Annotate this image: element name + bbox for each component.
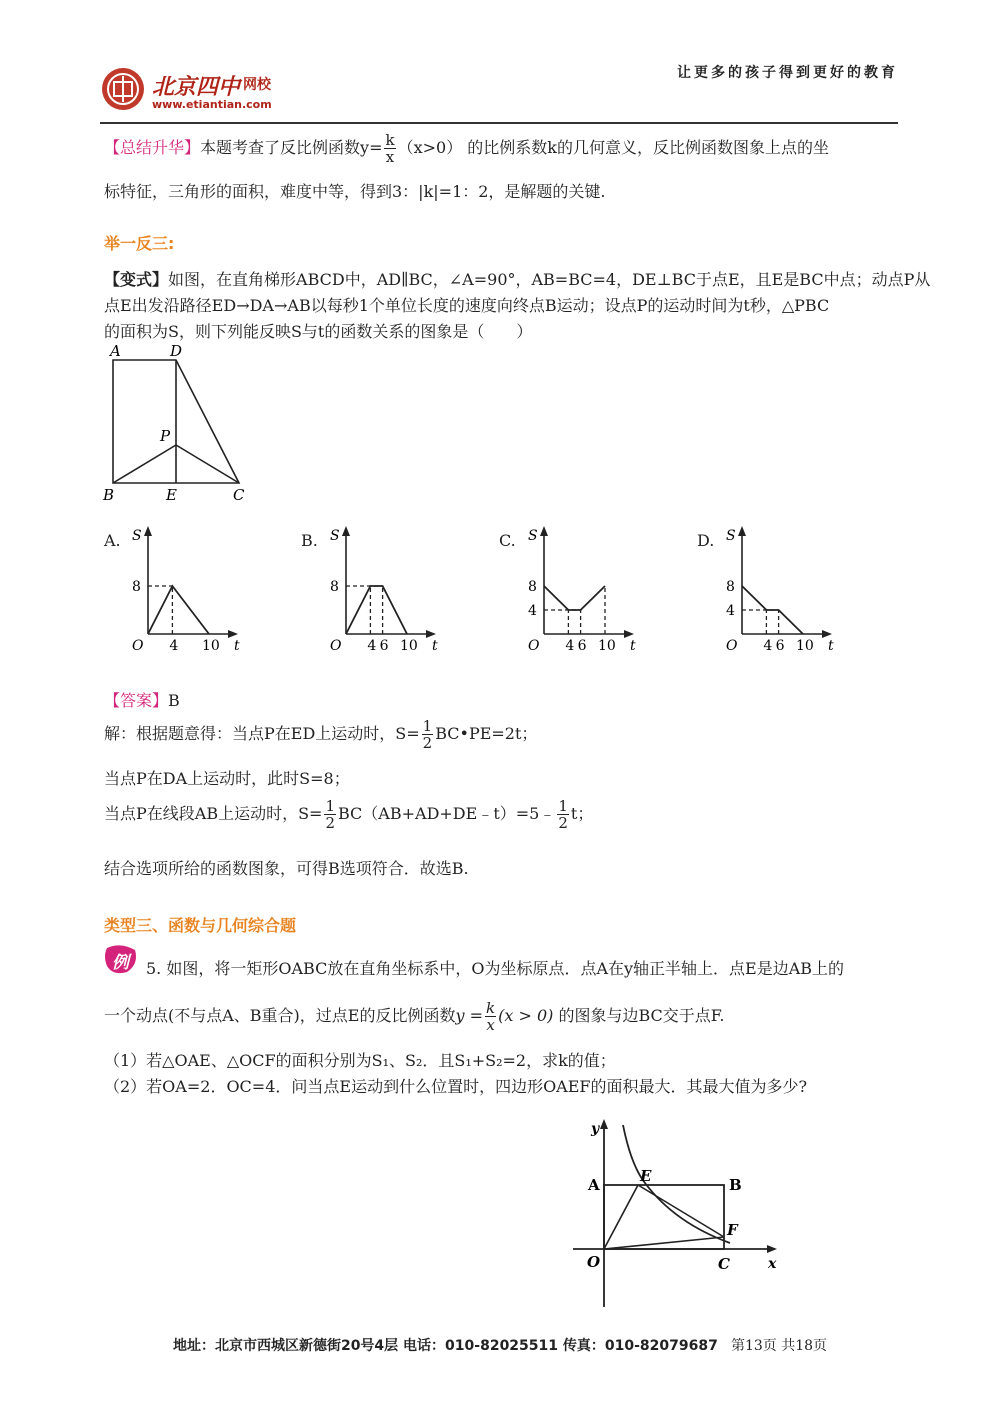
summary-text-a: 本题考查了反比例函数: [200, 138, 361, 157]
option-b-graph[interactable]: [322, 520, 442, 660]
axis-label-s: S: [528, 528, 538, 544]
options-row: [100, 520, 900, 660]
option-b-letter: B.: [301, 531, 318, 550]
fig2-label-o: O: [587, 1253, 601, 1271]
x-tick-label: 10: [400, 638, 418, 654]
segment-of: [604, 1237, 724, 1249]
fig2-label-c: C: [718, 1255, 730, 1273]
x-tick-label: 6: [379, 638, 389, 654]
y-tick-label: 8: [726, 579, 735, 595]
label-e: E: [166, 486, 177, 504]
axis-label-s: S: [726, 528, 736, 544]
fig2-label-b: B: [729, 1176, 742, 1194]
segment-oe: [604, 1185, 638, 1249]
fig2-label-f: F: [727, 1221, 738, 1239]
y-tick-label: 4: [726, 603, 735, 619]
logo-url: www.etiantian.com: [152, 98, 272, 111]
option-a-graph[interactable]: [124, 520, 244, 660]
trapezoid-figure: [100, 340, 260, 510]
origin-label: O: [528, 638, 540, 654]
option-c-graph[interactable]: [520, 520, 640, 660]
solution-line3: [104, 798, 593, 831]
label-b: B: [103, 486, 115, 504]
example-badge-text: 例: [112, 953, 129, 973]
x-axis-arrow-icon: [822, 630, 832, 638]
answer-value: B: [168, 691, 180, 710]
axis-label-t: t: [828, 638, 834, 654]
x-axis-arrow-icon: [228, 630, 238, 638]
footer: [0, 1335, 1000, 1355]
solution-line4: 结合选项所给的函数图象，可得B选项符合．故选B.: [104, 859, 469, 878]
formula-cond: （x>0）: [397, 138, 463, 157]
y-axis-arrow-icon: [738, 526, 746, 536]
axis-label-t: t: [630, 638, 636, 654]
x-tick-label: 4: [763, 638, 773, 654]
solution-line2: 当点P在DA上运动时，此时S=8；: [104, 769, 350, 788]
axis-label-t: t: [234, 638, 240, 654]
logo-text: 北京四中: [152, 75, 241, 100]
segment-ef: [638, 1185, 724, 1237]
half-num: 1: [325, 797, 335, 815]
variant-heading: 举一反三:: [104, 234, 175, 253]
x-tick-label: 10: [796, 638, 814, 654]
frac-num: k: [385, 131, 395, 149]
variant-line1: [104, 269, 930, 291]
half-fraction-3: [557, 798, 569, 831]
sol3-a: 当点P在线段AB上运动时，S=: [104, 804, 323, 823]
half-num: 1: [558, 797, 568, 815]
y-axis-arrow-icon: [540, 526, 548, 536]
header-rule: [100, 122, 898, 124]
label-p: P: [160, 427, 171, 445]
summary-line2: 标特征，三角形的面积，难度中等，得到3：|k|=1：2，是解题的关键.: [104, 182, 606, 201]
y-axis-arrow-icon: [342, 526, 350, 536]
ex-fraction: [485, 1000, 496, 1033]
half-den: 2: [325, 814, 335, 832]
graph-series-line: [148, 586, 209, 634]
ex-frac-num: k: [486, 999, 496, 1017]
x-tick-label: 6: [577, 638, 587, 654]
half-fraction-2: [324, 798, 336, 831]
option-d-letter: D.: [697, 531, 715, 550]
x-axis-arrow-icon: [426, 630, 436, 638]
x-tick-label: 4: [169, 638, 179, 654]
y-tick-label: 4: [528, 603, 537, 619]
fig2-label-e: E: [640, 1167, 652, 1185]
ex-line2-a: 一个动点(不与点A、B重合)，过点E的反比例函数: [104, 1006, 456, 1025]
slogan: 让更多的孩子得到更好的教育: [677, 65, 898, 81]
type3-heading: 类型三、函数与几何综合题: [104, 916, 297, 935]
x-axis-arrow-icon: [624, 630, 634, 638]
summary-line1: [104, 132, 829, 165]
origin-label: O: [132, 638, 144, 654]
answer-line: [104, 690, 180, 712]
sol1-a: 解：根据题意得：当点P在ED上运动时，S=: [104, 724, 420, 743]
option-d-graph[interactable]: [718, 520, 838, 660]
x-tick-label: 10: [598, 638, 616, 654]
x-tick-label: 4: [367, 638, 377, 654]
origin-label: O: [726, 638, 738, 654]
header: [100, 60, 900, 122]
ex-line2-y: y =: [455, 1006, 484, 1025]
ex-frac-den: x: [486, 1016, 495, 1034]
x-tick-label: 4: [565, 638, 575, 654]
variant-line3: 的面积为S，则下列能反映S与t的函数关系的图象是（ ）: [104, 322, 533, 341]
graph-series-line: [544, 586, 605, 610]
variant-line2: 点E出发沿路径ED→DA→AB以每秒1个单位长度的速度向终点B运动；设点P的运动时间为t秒，△PBC: [104, 296, 830, 315]
label-c: C: [233, 486, 245, 504]
frac-den: x: [385, 148, 395, 166]
y-tick-label: 8: [330, 579, 339, 595]
example-q2: （2）若OA=2．OC=4．问当点E运动到什么位置时，四边形OAEF的面积最大．其最大值为多少?: [104, 1077, 808, 1096]
fig2-label-a: A: [588, 1176, 600, 1194]
option-a-letter: A.: [104, 531, 121, 550]
summary-text-b: 的比例系数k的几何意义，反比例函数图象上点的坐: [467, 138, 829, 157]
formula-lhs: y=: [360, 138, 383, 157]
option-c-letter: C.: [499, 531, 516, 550]
label-d: D: [170, 342, 183, 360]
segment-pb: [113, 445, 176, 483]
label-a: A: [110, 342, 121, 360]
half-num: 1: [422, 717, 433, 735]
summary-tag: 【总结升华】: [104, 138, 201, 157]
logo-net: 网校: [243, 77, 271, 93]
variant-tag: 【变式】: [104, 270, 169, 289]
answer-tag: 【答案】: [104, 691, 169, 710]
logo-emblem-icon: [100, 66, 146, 112]
axis-label-s: S: [330, 528, 340, 544]
example-line1: 5. 如图，将一矩形OABC放在直角坐标系中，O为坐标原点．点A在y轴正半轴上．点E是边AB上的: [146, 959, 845, 978]
half-den: 2: [422, 734, 433, 752]
y-axis-arrow-icon: [144, 526, 152, 536]
axis-label-s: S: [132, 528, 142, 544]
origin-label: O: [330, 638, 342, 654]
variant-text1: 如图，在直角梯形ABCD中，AD∥BC，∠A=90°，AB=BC=4，DE⊥BC于点E，且E是BC中点；动点P从: [168, 270, 931, 289]
footer-page: 第13页 共18页: [730, 1338, 828, 1354]
y-axis-arrow-icon: [600, 1119, 608, 1129]
footer-address: 地址：北京市西城区新德街20号4层 电话：010-82025511 传真：010-82079687: [172, 1338, 718, 1354]
ex-line2-b: 的图象与边BC交于点F.: [558, 1006, 725, 1025]
example-badge: [103, 944, 139, 976]
example-line2: [104, 1000, 724, 1033]
graph-series-line: [346, 586, 407, 634]
x-tick-label: 6: [775, 638, 785, 654]
x-axis-arrow-icon: [767, 1245, 777, 1253]
half-den: 2: [558, 814, 568, 832]
rectangle-figure: [565, 1115, 785, 1310]
formula-fraction: [384, 132, 395, 165]
half-fraction-1: [422, 718, 434, 751]
sol3-c: t；: [570, 804, 594, 823]
x-tick-label: 10: [202, 638, 220, 654]
fig2-label-y: y: [591, 1121, 600, 1137]
axis-label-t: t: [432, 638, 438, 654]
y-tick-label: 8: [528, 579, 537, 595]
sol1-b: BC•PE=2t；: [435, 724, 538, 743]
solution-line1: [104, 718, 537, 751]
sol3-b: BC（AB+AD+DE﹣t）=5﹣: [338, 804, 556, 823]
ex-line2-cond: (x > 0): [498, 1006, 554, 1025]
y-tick-label: 8: [132, 579, 141, 595]
fig2-label-x: x: [768, 1256, 777, 1272]
example-q1: （1）若△OAE、△OCF的面积分别为S₁、S₂．且S₁+S₂=2，求k的值；: [104, 1051, 616, 1070]
